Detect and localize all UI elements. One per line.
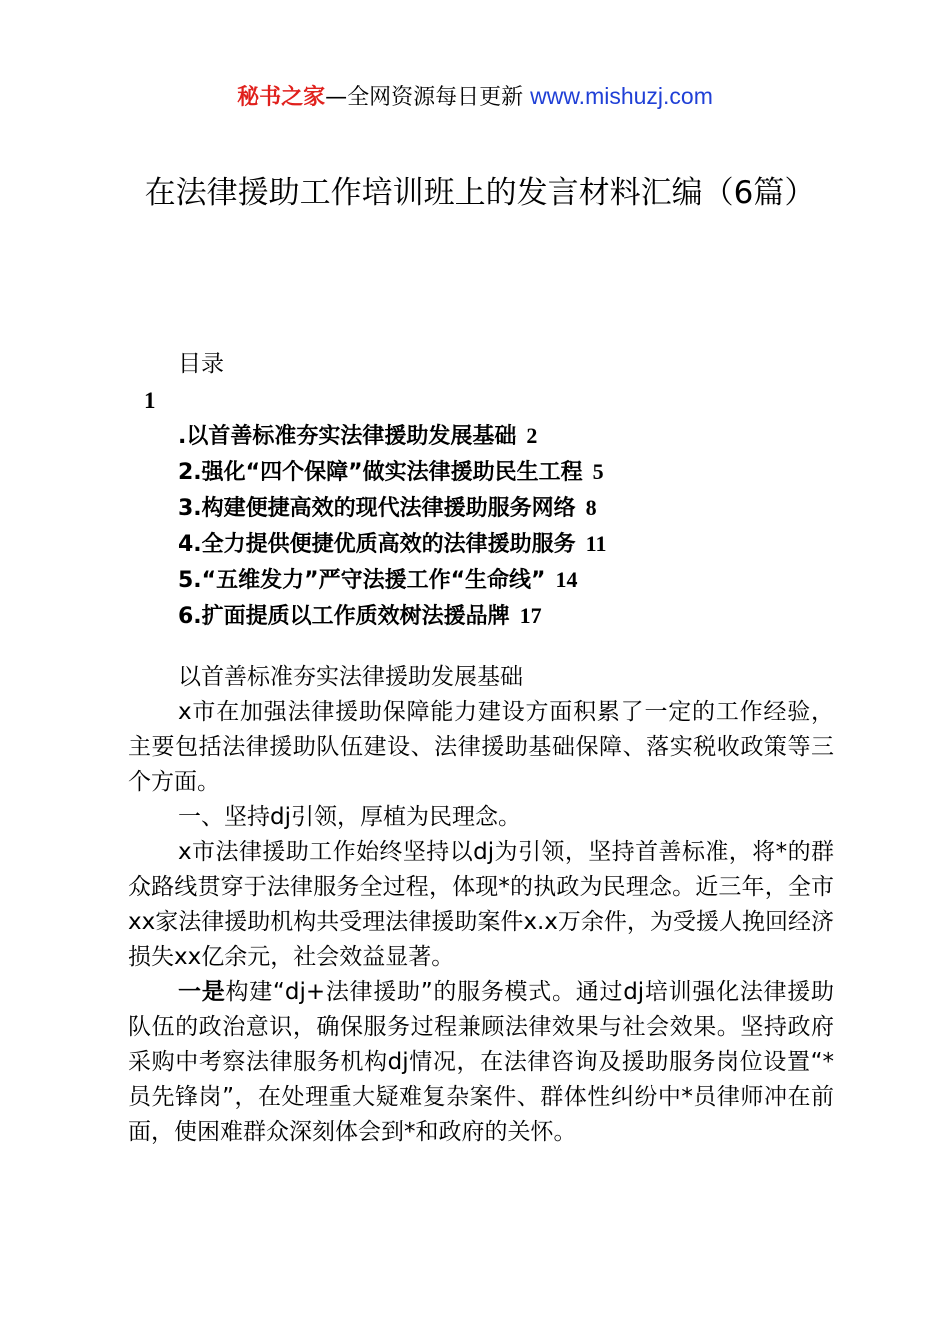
table-of-contents — [178, 418, 606, 634]
site-url-link[interactable]: www.mishuzj.com — [530, 83, 713, 109]
toc-item[interactable] — [178, 562, 606, 598]
body-paragraph: x市法律援助工作始终坚持以dj为引领，坚持首善标准，将*的群众路线贯穿于法律服务全过程，体现*的执政为民理念。近三年，全市xx家法律援助机构共受理法律援助案件x.x万余件，为受援人挽回经济损失xx亿余元，社会效益显著。 — [128, 839, 834, 970]
toc-item-text: 3.构建便捷高效的现代法律援助服务网络 — [178, 496, 576, 521]
site-brand: 秘书之家 — [237, 85, 326, 110]
toc-item-page: 2 — [526, 423, 538, 448]
toc-item-page: 8 — [585, 495, 597, 520]
paragraph-lead: 一是 — [178, 979, 226, 1005]
body-paragraph: x市在加强法律援助保障能力建设方面积累了一定的工作经验，主要包括法律援助队伍建设、法律援助基础保障、落实税收政策等三个方面。 — [128, 699, 834, 795]
toc-item-text: .以首善标准夯实法律援助发展基础 — [178, 424, 517, 449]
toc-item-page: 14 — [555, 567, 578, 592]
toc-item-text: 2.强化“四个保障”做实法律援助民生工程 — [178, 460, 583, 485]
toc-item-text: 4.全力提供便捷优质高效的法律援助服务 — [178, 532, 576, 557]
toc-heading: 目录 — [178, 351, 224, 377]
toc-item-text: 6.扩面提质以工作质效树法援品牌 — [178, 604, 510, 629]
site-tagline: —全网资源每日更新 — [325, 85, 524, 110]
toc-item[interactable] — [178, 526, 606, 562]
section-heading: 一、坚持dj引领，厚植为民理念。 — [178, 804, 521, 830]
toc-item[interactable] — [178, 418, 606, 454]
document-body — [128, 660, 834, 1150]
toc-item-page: 17 — [519, 603, 542, 628]
body-paragraph — [128, 975, 834, 1150]
paragraph-text: 构建“dj+法律援助”的服务模式。通过dj培训强化法律援助队伍的政治意识，确保服务过程兼顾法律效果与社会效果。坚持政府采购中考察法律服务机构dj情况，在法律咨询及援助服务岗位设置“*员先锋岗”，在处理重大疑难复杂案件、群体性纠纷中*员律师冲在前面，使困难群众深刻体会到*和政府的关怀。 — [128, 979, 835, 1145]
toc-first-number: 1 — [144, 388, 156, 413]
section-title: 以首善标准夯实法律援助发展基础 — [178, 664, 523, 690]
toc-item[interactable] — [178, 598, 606, 634]
document-title: 在法律援助工作培训班上的发言材料汇编（6篇） — [144, 175, 816, 211]
toc-item-text: 5.“五维发力”严守法援工作“生命线” — [178, 568, 546, 593]
site-header — [0, 80, 950, 114]
toc-item-page: 11 — [585, 531, 607, 556]
toc-item-page: 5 — [592, 459, 604, 484]
toc-item[interactable] — [178, 490, 606, 526]
toc-item[interactable] — [178, 454, 606, 490]
